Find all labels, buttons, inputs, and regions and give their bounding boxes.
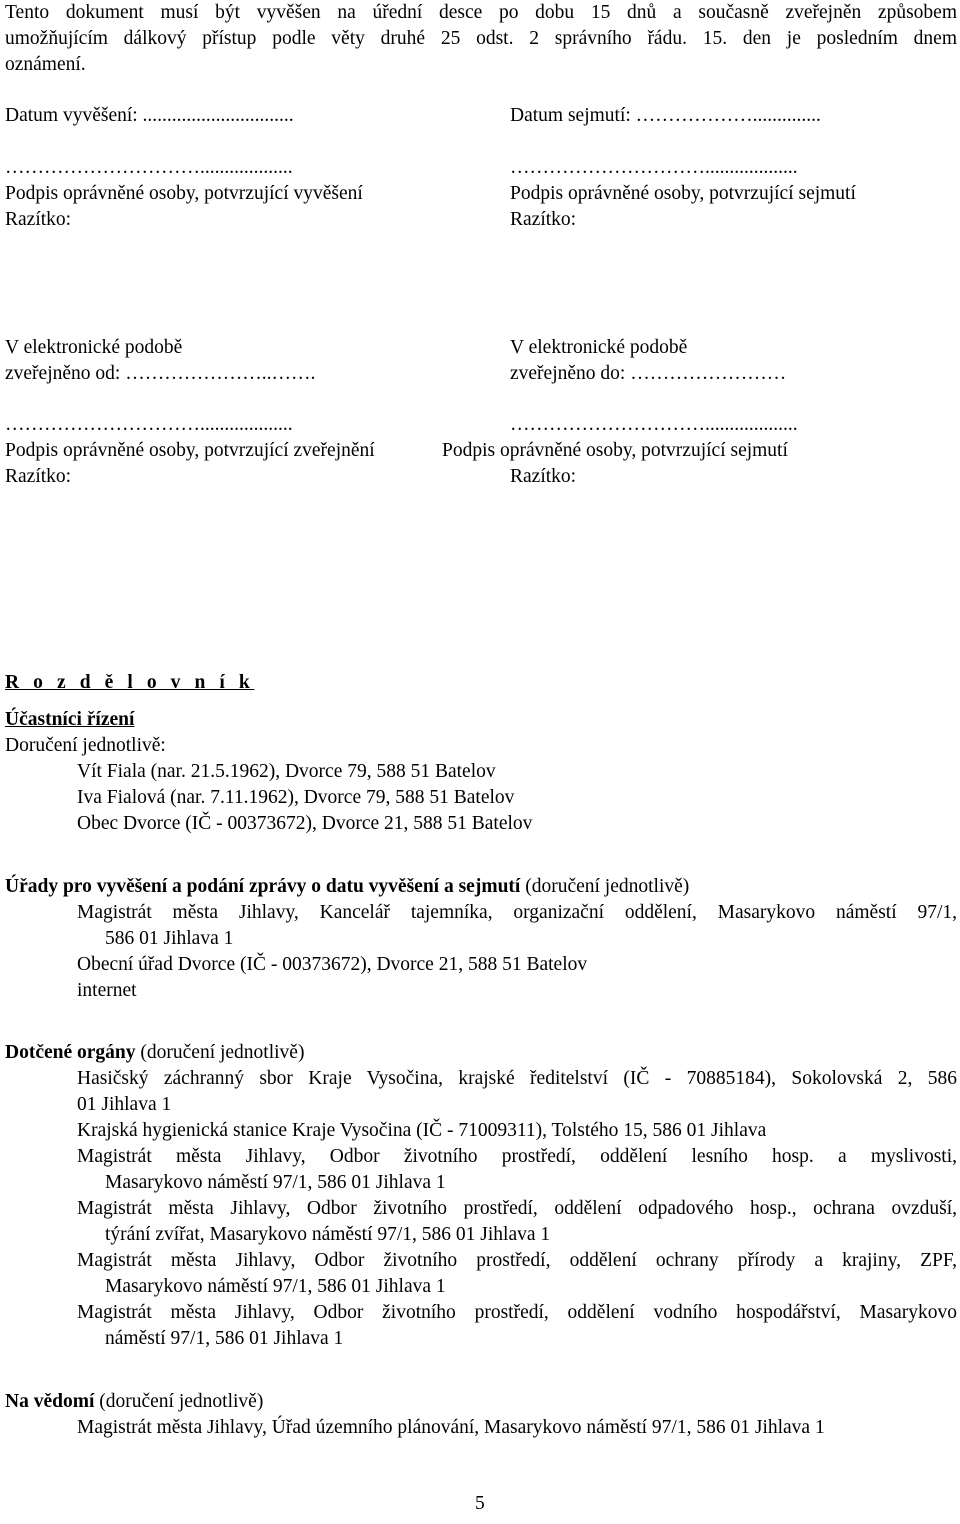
electronic-published-line-1: V elektronické podobě	[5, 337, 183, 358]
removal-stamp-label: Razítko:	[510, 209, 577, 230]
authority-item-2: Krajská hygienická stanice Kraje Vysočina (IČ - 71009311), Tolstého 15, 586 01 Jihlava	[77, 1120, 767, 1141]
offices-delivery-note: (doručení jednotlivě)	[520, 876, 690, 897]
page-number: 5	[475, 1493, 485, 1514]
participant-item: Obec Dvorce (IČ - 00373672), Dvorce 21, 588 51 Batelov	[77, 813, 533, 834]
participants-delivery-note: Doručení jednotlivě:	[5, 735, 166, 756]
authority-item-3-line-2: Masarykovo náměstí 97/1, 586 01 Jihlava 1	[105, 1172, 446, 1193]
participant-item: Iva Fialová (nar. 7.11.1962), Dvorce 79, 588 51 Batelov	[77, 787, 515, 808]
electronic-signature-label-left: Podpis oprávněné osoby, potvrzující zveřejnění	[5, 440, 375, 461]
electronic-signature-dots-right: …………………………...................	[510, 414, 798, 435]
authority-item-3-line-1: Magistrát města Jihlavy, Odbor životního prostředí, oddělení lesního hosp. a myslivosti,	[77, 1146, 957, 1167]
removal-signature-label: Podpis oprávněné osoby, potvrzující sejmutí	[510, 183, 856, 204]
offices-heading: Úřady pro vyvěšení a podání zprávy o datu vyvěšení a sejmutí	[5, 876, 521, 897]
offices-heading-line	[5, 874, 689, 900]
removal-date-label: Datum sejmutí: ………………..............	[510, 105, 821, 126]
electronic-stamp-label-right: Razítko:	[510, 466, 577, 487]
authority-item-1-line-2: 01 Jihlava 1	[77, 1094, 172, 1115]
authority-item-6-line-1: Magistrát města Jihlavy, Odbor životního prostředí, oddělení vodního hospodářství, Masarykovo	[77, 1302, 957, 1323]
authorities-heading: Dotčené orgány	[5, 1042, 136, 1063]
authority-item-6-line-2: náměstí 97/1, 586 01 Jihlava 1	[105, 1328, 344, 1349]
authorities-delivery-note: (doručení jednotlivě)	[135, 1042, 305, 1063]
office-item-2: Obecní úřad Dvorce (IČ - 00373672), Dvorce 21, 588 51 Batelov	[77, 954, 588, 975]
participant-item: Vít Fiala (nar. 21.5.1962), Dvorce 79, 588 51 Batelov	[77, 761, 496, 782]
informed-item-1: Magistrát města Jihlavy, Úřad územního plánování, Masarykovo náměstí 97/1, 586 01 Jihlava 1	[77, 1417, 825, 1438]
electronic-removed-line-1: V elektronické podobě	[510, 337, 688, 358]
posting-stamp-label: Razítko:	[5, 209, 72, 230]
intro-line-3: oznámení.	[5, 54, 86, 75]
office-item-1-line-2: 586 01 Jihlava 1	[105, 928, 234, 949]
authorities-heading-line	[5, 1040, 304, 1066]
electronic-signature-dots-left: …………………………...................	[5, 414, 293, 435]
participants-heading: Účastníci řízení	[5, 709, 135, 730]
posting-signature-label: Podpis oprávněné osoby, potvrzující vyvěšení	[5, 183, 363, 204]
electronic-signature-label-right: Podpis oprávněné osoby, potvrzující sejmutí	[442, 440, 788, 461]
removal-signature-dots: …………………………...................	[510, 157, 798, 178]
informed-delivery-note: (doručení jednotlivě)	[94, 1391, 264, 1412]
authority-item-4-line-2: týrání zvířat, Masarykovo náměstí 97/1, 586 01 Jihlava 1	[105, 1224, 551, 1245]
electronic-stamp-label-left: Razítko:	[5, 466, 72, 487]
office-item-1-line-1: Magistrát města Jihlavy, Kancelář tajemníka, organizační oddělení, Masarykovo náměstí 97/1,	[77, 902, 957, 923]
authority-item-1-line-1: Hasičský záchranný sbor Kraje Vysočina, krajské ředitelství (IČ - 70885184), Sokolovská 2, 586	[77, 1068, 957, 1089]
office-item-3: internet	[77, 980, 137, 1001]
posting-date-label: Datum vyvěšení: ...............................	[5, 105, 294, 126]
authority-item-5-line-1: Magistrát města Jihlavy, Odbor životního prostředí, oddělení ochrany přírody a krajiny, ZPF,	[77, 1250, 957, 1271]
posting-signature-dots: …………………………...................	[5, 157, 293, 178]
informed-heading-line	[5, 1389, 263, 1415]
intro-line-1: Tento dokument musí být vyvěšen na úřední desce po dobu 15 dnů a současně zveřejněn způsobem	[5, 2, 957, 23]
authority-item-4-line-1: Magistrát města Jihlavy, Odbor životního prostředí, oddělení odpadového hosp., ochrana ovzduší,	[77, 1198, 957, 1219]
authority-item-5-line-2: Masarykovo náměstí 97/1, 586 01 Jihlava 1	[105, 1276, 446, 1297]
intro-line-2: umožňujícím dálkový přístup podle věty druhé 25 odst. 2 správního řádu. 15. den je posledním dnem	[5, 28, 957, 49]
informed-heading: Na vědomí	[5, 1391, 95, 1412]
distribution-title: R o z d ě l o v n í k	[5, 672, 255, 693]
electronic-published-from: zveřejněno od: …………………..…….	[5, 363, 316, 384]
electronic-published-to: zveřejněno do: ……………………	[510, 363, 787, 384]
